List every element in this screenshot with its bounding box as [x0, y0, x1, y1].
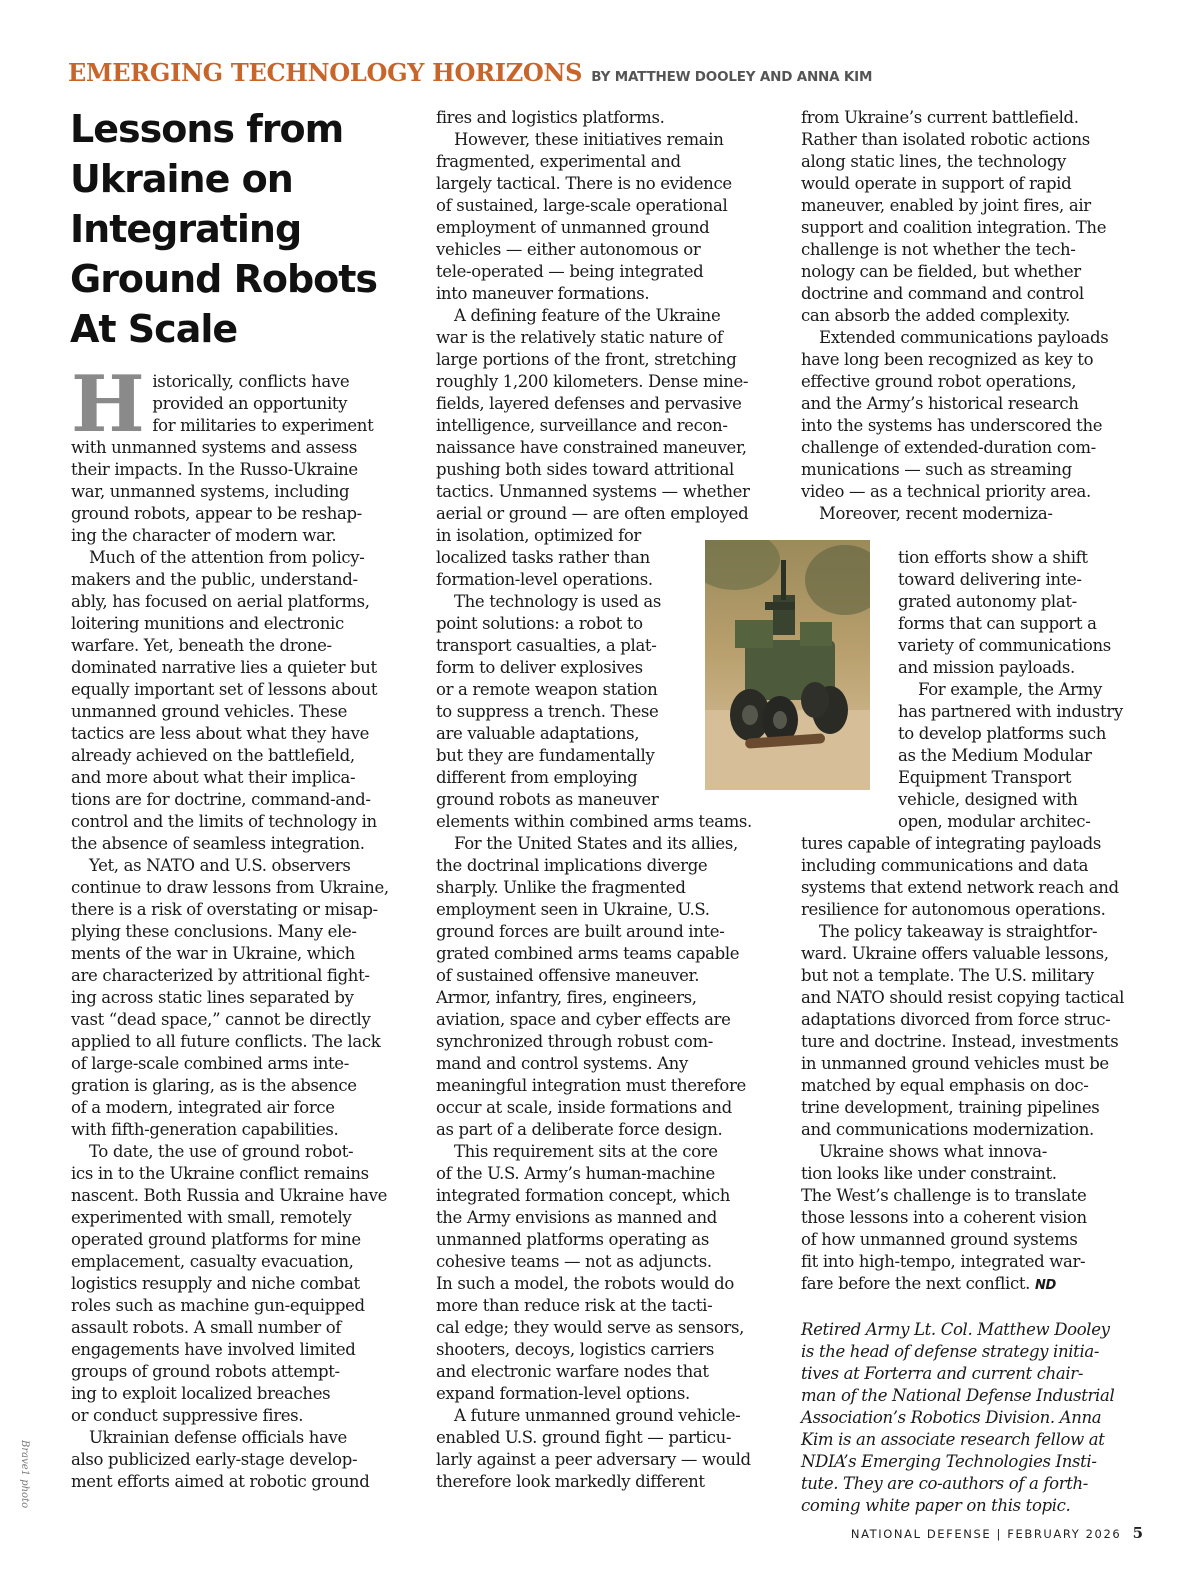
text-line: cal edge; they would serve as sensors, — [436, 1318, 744, 1337]
text-line: unmanned ground vehicles. These — [71, 702, 348, 721]
text-line: for militaries to experiment — [152, 416, 374, 435]
text-line: along static lines, the technology — [801, 152, 1066, 171]
text-line: elements within combined arms teams. — [436, 812, 752, 831]
text-line: nascent. Both Russia and Ukraine have — [71, 1186, 388, 1205]
last-line: fare before the next conflict. — [801, 1274, 1031, 1293]
text-line: the Army envisions as manned and — [436, 1208, 717, 1227]
text-line: of how unmanned ground systems — [801, 1230, 1078, 1249]
text-line: but they are fundamentally — [436, 746, 655, 765]
text-line: in isolation, optimized for — [436, 526, 641, 545]
text-line: roughly 1,200 kilometers. Dense mine- — [436, 372, 749, 391]
text-line: The West’s challenge is to translate — [801, 1186, 1087, 1205]
text-line: tion efforts show a shift — [898, 548, 1088, 567]
paragraph — [436, 1405, 781, 1493]
text-line: employment of unmanned ground — [436, 218, 710, 237]
text-line: but not a template. The U.S. military — [801, 966, 1094, 985]
text-line: grated combined arms teams capable — [436, 944, 740, 963]
text-line: or a remote weapon station — [436, 680, 658, 699]
text-line: effective ground robot operations, — [801, 372, 1077, 391]
text-line: ward. Ukraine offers valuable lessons, — [801, 944, 1109, 963]
text-line: Armor, infantry, fires, engineers, — [436, 988, 697, 1007]
text-line: maneuver, enabled by joint fires, air — [801, 196, 1091, 215]
page-footer — [851, 1524, 1143, 1542]
text-line: fires and logistics platforms. — [436, 108, 665, 127]
article-headline — [70, 104, 415, 354]
text-line: those lessons into a coherent vision — [801, 1208, 1087, 1227]
text-line: The policy takeaway is straightfor- — [819, 922, 1098, 941]
text-line: istorically, conflicts have — [152, 372, 350, 391]
text-line: the doctrinal implications diverge — [436, 856, 708, 875]
text-line: aerial or ground — are often employed — [436, 504, 749, 523]
author-bio — [801, 1319, 1146, 1517]
text-line: already achieved on the battlefield, — [71, 746, 355, 765]
text-line: to suppress a trench. These — [436, 702, 659, 721]
text-line: matched by equal emphasis on doc- — [801, 1076, 1089, 1095]
text-line: of sustained offensive maneuver. — [436, 966, 700, 985]
text-line: as part of a deliberate force design. — [436, 1120, 723, 1139]
paragraph-intro — [71, 359, 416, 547]
text-line: war is the relatively static nature of — [436, 328, 723, 347]
text-line: and more about what their implica- — [71, 768, 356, 787]
end-mark: ND — [1034, 1278, 1056, 1293]
text-line: loitering munitions and electronic — [71, 614, 344, 633]
text-line: large portions of the front, stretching — [436, 350, 737, 369]
text-line: Ukraine shows what innova- — [819, 1142, 1047, 1161]
photo-credit: Brave1 photo — [19, 1440, 30, 1509]
text-line: provided an opportunity — [152, 394, 348, 413]
text-line: Moreover, recent moderniza- — [819, 504, 1053, 523]
paragraph — [71, 1141, 416, 1427]
text-line: and communications modernization. — [801, 1120, 1094, 1139]
robot-photo — [705, 540, 870, 790]
text-line: Retired Army Lt. Col. Matthew Dooley — [801, 1320, 1110, 1339]
text-line: integrated formation concept, which — [436, 1186, 731, 1205]
text-line: ing the character of modern war. — [71, 526, 337, 545]
text-line: enabled U.S. ground fight — particu- — [436, 1428, 732, 1447]
headline-line: At Scale — [70, 307, 238, 351]
text-line: tactics are less about what they have — [71, 724, 370, 743]
text-line: would operate in support of rapid — [801, 174, 1072, 193]
text-line: sharply. Unlike the fragmented — [436, 878, 686, 897]
text-line: are valuable adaptations, — [436, 724, 640, 743]
paragraph — [71, 1427, 416, 1493]
text-line: tives at Forterra and current chair- — [801, 1364, 1084, 1383]
text-line: toward delivering inte- — [898, 570, 1082, 589]
text-line: pushing both sides toward attritional — [436, 460, 734, 479]
text-line: Association’s Robotics Division. Anna — [801, 1408, 1102, 1427]
text-line: the absence of seamless integration. — [71, 834, 365, 853]
text-line: This requirement sits at the core — [454, 1142, 718, 1161]
text-line: have long been recognized as key to — [801, 350, 1094, 369]
text-line: trine development, training pipelines — [801, 1098, 1100, 1117]
text-line: dominated narrative lies a quieter but — [71, 658, 377, 677]
paragraph — [801, 921, 1146, 1141]
text-line: meaningful integration must therefore — [436, 1076, 746, 1095]
text-line: can absorb the added complexity. — [801, 306, 1071, 325]
text-line: aviation, space and cyber effects are — [436, 1010, 731, 1029]
text-line: challenge of extended-duration com- — [801, 438, 1096, 457]
text-line: ground forces are built around inte- — [436, 922, 725, 941]
byline: BY MATTHEW DOOLEY AND ANNA KIM — [591, 69, 873, 85]
text-line: A future unmanned ground vehicle- — [454, 1406, 741, 1425]
text-line: transport casualties, a plat- — [436, 636, 657, 655]
text-line: control and the limits of technology in — [71, 812, 377, 831]
text-line: man of the National Defense Industrial — [801, 1386, 1115, 1405]
text-line: emplacement, casualty evacuation, — [71, 1252, 354, 1271]
text-line: In such a model, the robots would do — [436, 1274, 734, 1293]
text-line: largely tactical. There is no evidence — [436, 174, 732, 193]
text-line: unmanned platforms operating as — [436, 1230, 709, 1249]
text-line: doctrine and command and control — [801, 284, 1084, 303]
text-line: ing to exploit localized breaches — [71, 1384, 331, 1403]
paragraph — [436, 833, 781, 1141]
text-line: tions are for doctrine, command-and- — [71, 790, 371, 809]
column-3 — [801, 107, 1146, 1517]
text-line: The technology is used as — [454, 592, 662, 611]
text-line: Extended communications payloads — [819, 328, 1109, 347]
text-line: For example, the Army — [918, 680, 1102, 699]
text-line: fragmented, experimental and — [436, 152, 681, 171]
text-line: cohesive teams — not as adjuncts. — [436, 1252, 712, 1271]
text-line: tures capable of integrating payloads — [801, 834, 1102, 853]
text-line: are characterized by attritional fight- — [71, 966, 370, 985]
paragraph — [71, 547, 416, 855]
text-line: including communications and data — [801, 856, 1089, 875]
text-line: ably, has focused on aerial platforms, — [71, 592, 370, 611]
text-line: Rather than isolated robotic actions — [801, 130, 1090, 149]
text-line: with fifth-generation capabilities. — [71, 1120, 339, 1139]
text-line: However, these initiatives remain — [454, 130, 724, 149]
text-line: challenge is not whether the tech- — [801, 240, 1076, 259]
text-line: assault robots. A small number of — [71, 1318, 342, 1337]
text-line: vehicle, designed with — [898, 790, 1078, 809]
paragraph-lines — [71, 437, 416, 547]
text-line: larly against a peer adversary — would — [436, 1450, 751, 1469]
text-line: ments of the war in Ukraine, which — [71, 944, 355, 963]
text-line: occur at scale, inside formations and — [436, 1098, 732, 1117]
text-line: nology can be fielded, but whether — [801, 262, 1081, 281]
text-line: continue to draw lessons from Ukraine, — [71, 878, 389, 897]
issue-date: FEBRUARY 2026 — [1007, 1527, 1122, 1541]
text-line: their impacts. In the Russo-Ukraine — [71, 460, 358, 479]
text-line: adaptations divorced from force struc- — [801, 1010, 1111, 1029]
text-line: mand and control systems. Any — [436, 1054, 688, 1073]
text-line: For the United States and its allies, — [454, 834, 738, 853]
text-line: formation-level operations. — [436, 570, 653, 589]
text-line: gration is glaring, as is the absence — [71, 1076, 357, 1095]
text-line: and the Army’s historical research — [801, 394, 1079, 413]
text-line: plying these conclusions. Many ele- — [71, 922, 357, 941]
text-line: expand formation-level options. — [436, 1384, 690, 1403]
text-line: forms that can support a — [898, 614, 1097, 633]
text-line: Much of the attention from policy- — [89, 548, 365, 567]
text-line: munications — such as streaming — [801, 460, 1072, 479]
text-line: A defining feature of the Ukraine — [454, 306, 721, 325]
text-line: vehicles — either autonomous or — [436, 240, 701, 259]
text-line: into maneuver formations. — [436, 284, 650, 303]
text-line: more than reduce risk at the tacti- — [436, 1296, 713, 1315]
headline-line: Lessons from — [70, 107, 344, 151]
text-line: or conduct suppressive fires. — [71, 1406, 304, 1425]
text-line: also publicized early-stage develop- — [71, 1450, 358, 1469]
text-line: there is a risk of overstating or misap- — [71, 900, 378, 919]
text-line: in unmanned ground vehicles must be — [801, 1054, 1109, 1073]
text-line: groups of ground robots attempt- — [71, 1362, 340, 1381]
text-line: fields, layered defenses and pervasive — [436, 394, 742, 413]
paragraph — [801, 327, 1146, 503]
paragraph — [436, 107, 781, 129]
text-line: experimented with small, remotely — [71, 1208, 352, 1227]
text-line: intelligence, surveillance and recon- — [436, 416, 728, 435]
text-line: coming white paper on this topic. — [801, 1496, 1071, 1515]
text-line: Equipment Transport — [898, 768, 1072, 787]
unmanned-ground-vehicle-image — [705, 540, 870, 790]
text-line: tion looks like under constraint. — [801, 1164, 1057, 1183]
text-line: with unmanned systems and assess — [71, 438, 358, 457]
text-line: of the U.S. Army’s human-machine — [436, 1164, 715, 1183]
text-line: systems that extend network reach and — [801, 878, 1119, 897]
text-line: naissance have constrained maneuver, — [436, 438, 747, 457]
text-line: support and coalition integration. The — [801, 218, 1107, 237]
text-line: localized tasks rather than — [436, 548, 650, 567]
text-line: point solutions: a robot to — [436, 614, 643, 633]
text-line: equally important set of lessons about — [71, 680, 378, 699]
text-line: applied to all future conflicts. The lack — [71, 1032, 381, 1051]
text-line: and mission payloads. — [898, 658, 1075, 677]
column-1 — [71, 359, 416, 1493]
paragraph-lines — [801, 833, 1146, 921]
text-line — [801, 1273, 1146, 1297]
headline-line: Ground Robots — [70, 257, 378, 301]
text-line: war, unmanned systems, including — [71, 482, 350, 501]
text-line: shooters, decoys, logistics carriers — [436, 1340, 715, 1359]
headline-line: Integrating — [70, 207, 302, 251]
text-line: tele-operated — being integrated — [436, 262, 704, 281]
paragraph — [801, 107, 1146, 327]
text-line: as the Medium Modular — [898, 746, 1092, 765]
text-line: ing across static lines separated by — [71, 988, 354, 1007]
text-line: ground robots as maneuver — [436, 790, 659, 809]
headline-line: Ukraine on — [70, 157, 293, 201]
text-line: logistics resupply and niche combat — [71, 1274, 360, 1293]
text-line: ture and doctrine. Instead, investments — [801, 1032, 1119, 1051]
text-line: tute. They are co-authors of a forth- — [801, 1474, 1089, 1493]
paragraph — [436, 1141, 781, 1405]
text-line: video — as a technical priority area. — [801, 482, 1091, 501]
section-header — [68, 58, 872, 87]
text-line: To date, the use of ground robot- — [89, 1142, 354, 1161]
text-line: engagements have involved limited — [71, 1340, 356, 1359]
text-line: resilience for autonomous operations. — [801, 900, 1106, 919]
text-line: makers and the public, understand- — [71, 570, 358, 589]
page-number: 5 — [1132, 1524, 1143, 1542]
text-line: of a modern, integrated air force — [71, 1098, 335, 1117]
paragraph — [71, 855, 416, 1141]
text-line: of sustained, large-scale operational — [436, 196, 728, 215]
text-line: of large-scale combined arms inte- — [71, 1054, 349, 1073]
text-line: ics in to the Ukraine conflict remains — [71, 1164, 369, 1183]
text-line: ground robots, appear to be reshap- — [71, 504, 362, 523]
text-line: tactics. Unmanned systems — whether — [436, 482, 750, 501]
text-line: warfare. Yet, beneath the drone- — [71, 636, 332, 655]
text-line: into the systems has underscored the — [801, 416, 1103, 435]
column-2 — [436, 107, 781, 1493]
paragraph-lines — [801, 921, 1146, 1141]
text-line: grated autonomy plat- — [898, 592, 1077, 611]
paragraph — [436, 129, 781, 305]
text-line: open, modular architec- — [898, 812, 1091, 831]
text-line: fit into high-tempo, integrated war- — [801, 1252, 1086, 1271]
text-line: operated ground platforms for mine — [71, 1230, 361, 1249]
publication-name: NATIONAL DEFENSE — [850, 1527, 992, 1541]
footer-separator: | — [996, 1527, 1002, 1541]
text-line: to develop platforms such — [898, 724, 1107, 743]
text-line: vast “dead space,” cannot be directly — [71, 1010, 371, 1029]
text-line: has partnered with industry — [898, 702, 1123, 721]
text-line: is the head of defense strategy initia- — [801, 1342, 1100, 1361]
text-line: Kim is an associate research fellow at — [801, 1430, 1105, 1449]
paragraph-lines — [801, 1141, 1146, 1273]
text-line: different from employing — [436, 768, 638, 787]
text-line: ment efforts aimed at robotic ground — [71, 1472, 370, 1491]
section-kicker: EMERGING TECHNOLOGY HORIZONS — [68, 58, 583, 87]
text-line: and NATO should resist copying tactical — [801, 988, 1125, 1007]
text-line: employment seen in Ukraine, U.S. — [436, 900, 710, 919]
text-line: NDIA’s Emerging Technologies Insti- — [801, 1452, 1097, 1471]
text-line: form to deliver explosives — [436, 658, 643, 677]
paragraph — [801, 1141, 1146, 1297]
drop-cap: H — [71, 359, 145, 450]
text-line: roles such as machine gun-equipped — [71, 1296, 365, 1315]
text-line: therefore look markedly different — [436, 1472, 705, 1491]
text-line: variety of communications — [898, 636, 1111, 655]
text-line: Yet, as NATO and U.S. observers — [89, 856, 351, 875]
text-line: and electronic warfare nodes that — [436, 1362, 709, 1381]
text-line: from Ukraine’s current battlefield. — [801, 108, 1079, 127]
text-line: synchronized through robust com- — [436, 1032, 713, 1051]
text-line: Ukrainian defense officials have — [89, 1428, 347, 1447]
